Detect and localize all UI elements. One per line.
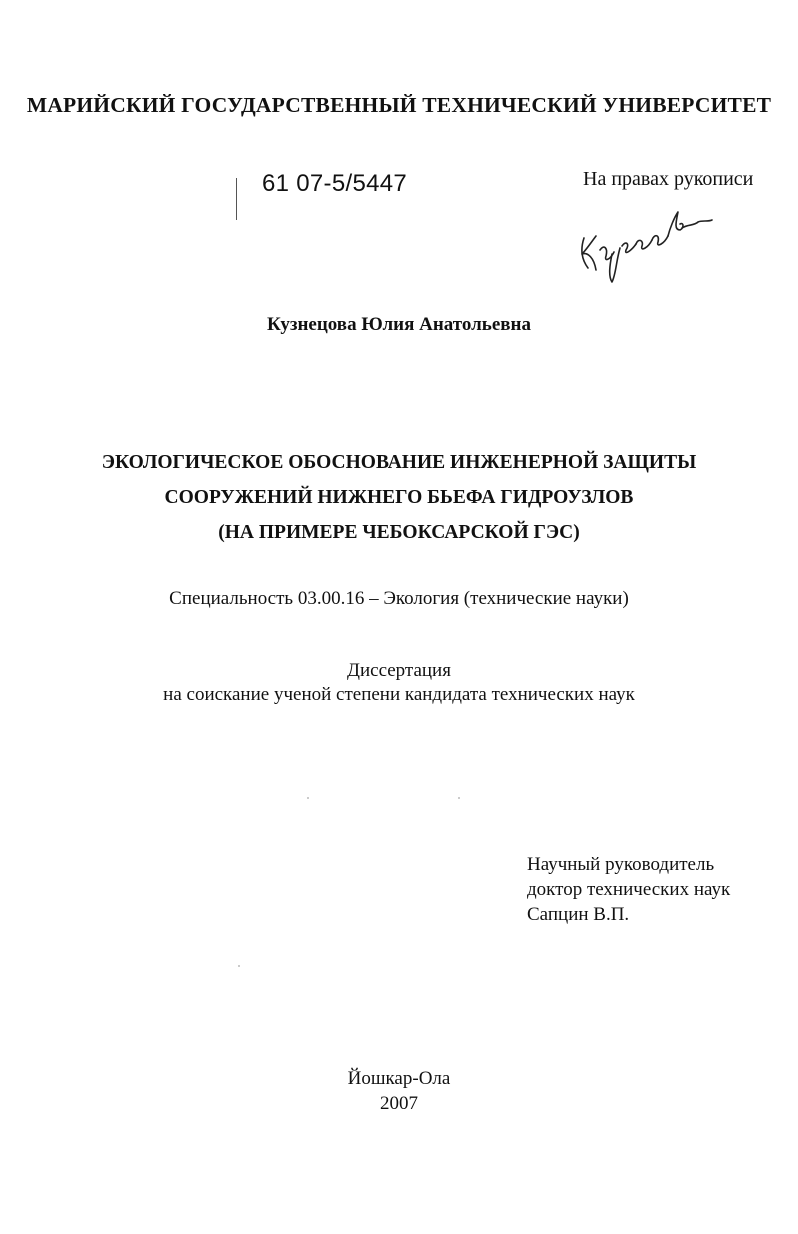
specialty-line: Специальность 03.00.16 – Экология (технические науки) <box>169 588 629 609</box>
city: Йошкар-Ола <box>347 1068 451 1089</box>
scan-speck <box>307 797 309 799</box>
scan-margin-mark <box>236 178 237 220</box>
supervisor-role: Научный руководитель <box>527 854 715 875</box>
manuscript-rights-label: На правах рукописи <box>583 168 754 190</box>
scan-speck <box>458 797 460 799</box>
university-name: МАРИЙСКИЙ ГОСУДАРСТВЕННЫЙ ТЕХНИЧЕСКИЙ УНИВЕРСИТЕТ <box>26 93 772 117</box>
supervisor-name: Сапцин В.П. <box>527 904 630 925</box>
dissertation-title-line-3: (НА ПРИМЕРЕ ЧЕБОКСАРСКОЙ ГЭС) <box>218 522 580 543</box>
supervisor-block <box>527 852 730 927</box>
document-number: 61 07-5/5447 <box>262 170 408 197</box>
author-signature <box>570 198 720 288</box>
year: 2007 <box>380 1093 418 1114</box>
author-name: Кузнецова Юлия Анатольевна <box>267 314 531 335</box>
dissertation-title-line-2: СООРУЖЕНИЙ НИЖНЕГО БЬЕФА ГИДРОУЗЛОВ <box>164 487 634 508</box>
degree-subtitle: на соискание ученой степени кандидата технических наук <box>163 684 635 705</box>
dissertation-title-line-1: ЭКОЛОГИЧЕСКОЕ ОБОСНОВАНИЕ ИНЖЕНЕРНОЙ ЗАЩИТЫ <box>101 452 697 473</box>
dissertation-label: Диссертация <box>347 660 451 681</box>
supervisor-degree: доктор технических наук <box>527 879 731 900</box>
scan-speck <box>238 965 240 967</box>
